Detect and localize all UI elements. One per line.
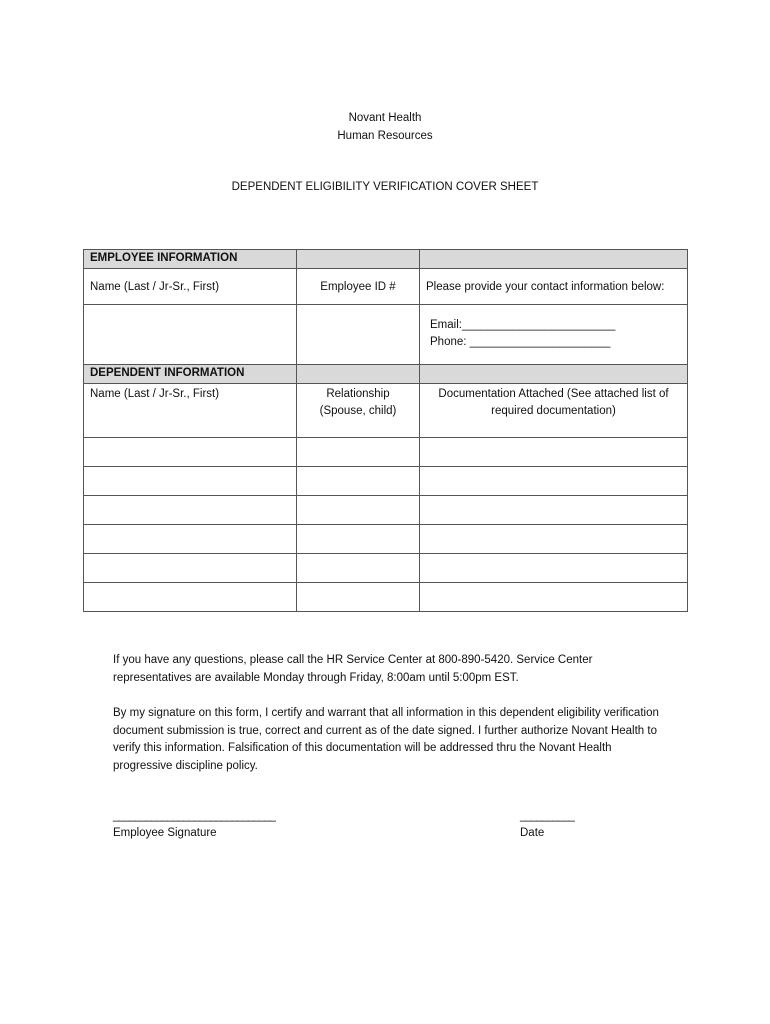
- hr-contact-paragraph: If you have any questions, please call the HR Service Center at 800-890-5420. Service Center representatives are available Monday through Friday, 8:00am until 5:00pm EST.: [113, 654, 593, 684]
- dependent-row: [84, 496, 688, 525]
- documentation-field[interactable]: [420, 496, 688, 525]
- header-cell: [420, 250, 688, 269]
- relationship-field[interactable]: [297, 467, 420, 496]
- dependent-name-field[interactable]: [84, 525, 297, 554]
- date-label: Date: [520, 827, 545, 839]
- dependent-row: [84, 467, 688, 496]
- dependent-row: [84, 438, 688, 467]
- dependent-row: [84, 554, 688, 583]
- dependent-name-field[interactable]: [84, 583, 297, 612]
- dependent-name-field[interactable]: [84, 496, 297, 525]
- header-cell: [297, 250, 420, 269]
- employee-section-header-row: [84, 250, 688, 269]
- dependent-row: [84, 583, 688, 612]
- dependent-name-field[interactable]: [84, 467, 297, 496]
- dependent-name-label: Name (Last / Jr-Sr., First): [84, 384, 297, 438]
- relationship-field[interactable]: [297, 525, 420, 554]
- documentation-field[interactable]: [420, 583, 688, 612]
- employee-id-label: Employee ID #: [297, 269, 420, 305]
- employee-signature-field[interactable]: ______________________________: [113, 810, 275, 822]
- relationship-field[interactable]: [297, 438, 420, 467]
- documentation-label: Documentation Attached (See attached list of required documentation): [420, 384, 688, 438]
- employee-name-label: Name (Last / Jr-Sr., First): [84, 269, 297, 305]
- employee-input-row: [84, 305, 688, 365]
- relationship-label: Relationship (Spouse, child): [297, 384, 420, 438]
- employee-name-field[interactable]: [84, 305, 297, 365]
- employee-id-field[interactable]: [297, 305, 420, 365]
- email-field[interactable]: Email:________________________: [430, 319, 616, 331]
- dependent-section-header-row: [84, 365, 688, 384]
- header-cell: [297, 365, 420, 384]
- dependent-name-field[interactable]: [84, 554, 297, 583]
- dependent-row: [84, 525, 688, 554]
- certification-paragraph: By my signature on this form, I certify and warrant that all information in this dependent eligibility verification document submission is true, correct and current as of the date signed. I further authorize Novant Health to verify this information. Falsification of this documentation will be addressed thru the Novant Health progressive discipline policy.: [113, 707, 659, 772]
- verification-form-table: [83, 249, 688, 612]
- dependent-label-row: [84, 384, 688, 438]
- relationship-field[interactable]: [297, 554, 420, 583]
- employee-section-label: EMPLOYEE INFORMATION: [84, 250, 297, 269]
- employee-label-row: [84, 269, 688, 305]
- organization-name: Novant Health: [348, 112, 422, 124]
- department-name: Human Resources: [337, 130, 433, 142]
- documentation-field[interactable]: [420, 525, 688, 554]
- contact-prompt: Please provide your contact information below:: [420, 269, 688, 305]
- phone-field[interactable]: Phone: ______________________: [430, 336, 611, 348]
- documentation-field[interactable]: [420, 467, 688, 496]
- signature-date-field[interactable]: __________: [520, 810, 574, 822]
- documentation-field[interactable]: [420, 554, 688, 583]
- relationship-field[interactable]: [297, 583, 420, 612]
- contact-info-cell: [420, 305, 688, 365]
- dependent-name-field[interactable]: [84, 438, 297, 467]
- document-title: DEPENDENT ELIGIBILITY VERIFICATION COVER SHEET: [231, 181, 539, 193]
- header-cell: [420, 365, 688, 384]
- documentation-field[interactable]: [420, 438, 688, 467]
- relationship-field[interactable]: [297, 496, 420, 525]
- employee-signature-label: Employee Signature: [113, 827, 217, 839]
- dependent-section-label: DEPENDENT INFORMATION: [84, 365, 297, 384]
